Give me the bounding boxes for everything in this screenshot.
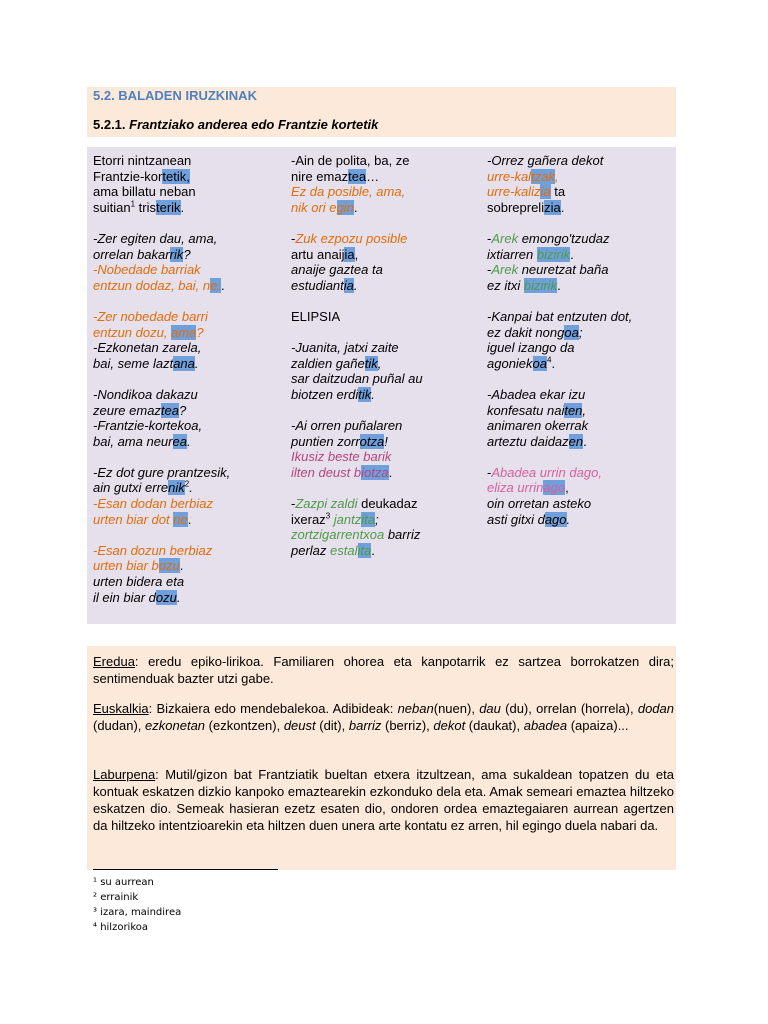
verse-text: nire emaz <box>291 168 349 184</box>
subsection-number: 5.2.1. <box>93 117 130 132</box>
poem-column-1 <box>93 153 230 605</box>
verse-text: , <box>582 402 587 418</box>
highlighted-rhyme: tetik, <box>162 168 190 184</box>
verse-line <box>93 356 230 372</box>
poem-column-3 <box>487 153 632 527</box>
verse-line <box>93 309 230 325</box>
verse-text: Ikusiz beste barik <box>291 449 392 465</box>
verse-text: . <box>551 355 556 371</box>
verse-text: (dit), <box>315 718 349 733</box>
verse-text: sobrepreli <box>487 199 545 215</box>
verse-text: Zuk ezpozu posible <box>295 230 408 246</box>
verse-line <box>487 231 632 247</box>
verse-text: estal <box>330 542 358 558</box>
verse-text: -Zer nobedade barri <box>93 308 208 324</box>
stanza-gap <box>487 449 632 465</box>
verse-line <box>291 527 423 543</box>
verse-text: . <box>353 199 358 215</box>
verse-line <box>487 169 632 185</box>
subsection-name: Frantziako anderea edo Frantzie kortetik <box>129 117 379 132</box>
footnote-marker: 4 <box>547 355 552 365</box>
verse-text: dau <box>479 701 501 716</box>
footnote-1: ¹ su aurrean <box>93 877 154 888</box>
verse-line <box>487 434 632 450</box>
verse-text: -Ez dot gure prantzesik, <box>93 464 231 480</box>
verse-text: dodan <box>637 701 674 716</box>
verse-line <box>93 231 230 247</box>
verse-text: . <box>557 277 561 293</box>
verse-line <box>291 434 423 450</box>
verse-line <box>93 153 230 169</box>
verse-text: arteztu daidaz <box>487 433 569 449</box>
highlighted-rhyme: ita <box>361 511 375 527</box>
stanza-gap <box>93 215 230 231</box>
verse-text: . <box>194 355 199 371</box>
highlighted-rhyme: gin <box>336 199 354 215</box>
highlighted-rhyme: rik <box>169 246 184 262</box>
verse-text: -Zer egiten dau, ama, <box>93 230 218 246</box>
verse-text: ! <box>384 433 388 449</box>
verse-text: ; <box>374 511 379 527</box>
verse-text: abadea <box>523 718 568 733</box>
verse-text: - <box>487 262 492 278</box>
verse-line <box>487 262 632 278</box>
verse-text: animaren okerrak <box>487 418 589 434</box>
verse-line <box>487 512 632 528</box>
verse-text: sar daitzudan puñal au <box>291 371 423 387</box>
verse-text: -Nondikoa dakazu <box>93 386 198 402</box>
laburpena-text: : Mutil/gizon bat Frantziatik bueltan etxera itzultzean, ama sukaldean topatzen du eta kontuak eskatzen dizkio kanpoko emaztearekin ezkonduko dela eta. Amak semeari emaztea hiltzeko eskatzen dio. Semeak hasieran ezetz esaten dio, ondoren ordea emaztegaiaren aurrean agertzen da hiltzeko intentzioarekin eta hiltzen duen unera arte kontatu ez arren, hil egingo duela nabari da. <box>93 767 674 833</box>
verse-text: -Juanita, jatxi zaite <box>291 340 399 356</box>
stanza-gap <box>291 293 423 309</box>
highlighted-rhyme: tik <box>358 386 372 402</box>
verse-text: - <box>487 464 492 480</box>
stanza-gap <box>93 371 230 387</box>
highlighted-rhyme: ama <box>171 324 197 340</box>
verse-line <box>487 325 632 341</box>
highlighted-rhyme: ozu <box>155 589 177 605</box>
verse-text: (dudan), <box>93 718 146 733</box>
verse-text: barriz <box>348 718 382 733</box>
highlighted-rhyme: tik <box>364 355 378 371</box>
verse-text: tris <box>135 199 156 215</box>
verse-line <box>291 449 423 465</box>
verse-text: - <box>487 230 492 246</box>
verse-line <box>487 465 632 481</box>
verse-line <box>291 418 423 434</box>
euskalkia-paragraph <box>93 700 674 734</box>
verse-text: estudiant <box>291 277 344 293</box>
stanza-gap <box>291 325 423 341</box>
verse-text: ilten deust b <box>291 464 362 480</box>
verse-text: urten bidera eta <box>93 574 185 590</box>
footnote-marker: 1 <box>130 199 136 209</box>
verse-text: Etorri nintzanean <box>93 153 192 168</box>
verse-text: neuretzat baña <box>518 262 609 278</box>
stanza-gap <box>487 293 632 309</box>
verse-line <box>487 340 632 356</box>
verse-text: - <box>291 496 296 512</box>
verse-text: urten biar dot <box>93 511 174 527</box>
verse-line <box>93 512 230 528</box>
verse-line <box>291 356 423 372</box>
highlighted-rhyme: tea <box>348 168 367 184</box>
verse-text: , <box>565 480 569 496</box>
verse-line <box>93 558 230 574</box>
verse-line <box>93 465 230 481</box>
verse-line <box>93 403 230 419</box>
highlighted-rhyme: en <box>568 433 584 449</box>
highlighted-rhyme: ia <box>344 246 355 262</box>
highlighted-rhyme: ago <box>544 511 567 527</box>
stanza-gap <box>487 215 632 231</box>
verse-text: iguel izango da <box>487 340 575 356</box>
verse-text: (daukat), <box>465 718 524 733</box>
verse-text: urten biar b <box>93 558 159 574</box>
highlighted-rhyme: oa <box>532 355 548 371</box>
eredua-text: : eredu epiko-lirikoa. Familiaren ohorea eta kanpotarrik ez sartzea borrokatzen dira; sentimenduak bazter utzi gabe. <box>93 654 674 686</box>
footnote-2: ² errainik <box>93 892 139 903</box>
verse-line <box>291 309 423 325</box>
verse-text: -Nobedade barriak <box>93 262 201 278</box>
verse-text: neban <box>397 701 434 716</box>
verse-text: . <box>176 589 181 605</box>
verse-line <box>93 247 230 263</box>
verse-text: . <box>583 433 587 449</box>
stanza-gap <box>291 403 423 419</box>
eredua-label: Eredua <box>93 654 135 669</box>
verse-text: ? <box>179 402 187 418</box>
verse-line <box>291 387 423 403</box>
highlighted-rhyme: ne <box>173 511 188 527</box>
verse-text: urre-kaliz <box>487 184 541 200</box>
verse-text: biotzen erdi <box>291 386 359 402</box>
verse-line <box>93 278 230 294</box>
verse-text: - <box>291 230 296 246</box>
verse-line <box>487 278 632 294</box>
verse-text: -Ain de polita, ba, ze <box>291 153 410 168</box>
verse-text: . <box>566 511 571 527</box>
section-title: 5.2. BALADEN IRUZKINAK <box>93 88 257 103</box>
highlighted-rhyme: terik <box>155 199 181 215</box>
footnote-separator <box>93 869 278 870</box>
highlighted-rhyme: ten <box>564 402 583 418</box>
verse-text: ; <box>578 324 583 340</box>
verse-line <box>291 371 423 387</box>
highlighted-rhyme: ago <box>543 480 566 496</box>
verse-text: zaldien gañe <box>291 355 365 371</box>
verse-text: eliza urrin <box>487 480 544 496</box>
verse-text: puntien zorr <box>291 433 360 449</box>
verse-text: . <box>186 433 191 449</box>
verse-text: (nuen), <box>433 701 480 716</box>
verse-text: -Esan dodan berbiaz <box>93 496 213 512</box>
verse-text: , <box>354 246 359 262</box>
stanza-gap <box>291 480 423 496</box>
verse-line <box>487 153 632 169</box>
verse-text: ? <box>196 324 204 340</box>
footnote-4: ⁴ hilzorikoa <box>93 922 149 933</box>
verse-line <box>487 403 632 419</box>
verse-line <box>487 496 632 512</box>
verse-text: zeure emaz <box>93 402 161 418</box>
stanza-gap <box>93 449 230 465</box>
highlighted-rhyme: ia <box>540 184 551 200</box>
verse-text: (du), orrelan (horrela), <box>500 701 638 716</box>
verse-text: perlaz <box>291 542 331 558</box>
verse-line <box>93 169 230 185</box>
verse-line <box>93 325 230 341</box>
highlighted-rhyme: nik <box>168 480 185 496</box>
highlighted-rhyme: e. <box>210 277 221 293</box>
verse-text: il ein biar d <box>93 589 156 605</box>
verse-line <box>93 590 230 606</box>
verse-text: … <box>366 168 380 184</box>
verse-line <box>291 496 423 512</box>
verse-line <box>291 543 423 559</box>
verse-text: deust <box>283 718 316 733</box>
verse-text: Frantzie-kor <box>93 168 163 184</box>
verse-line <box>93 543 230 559</box>
verse-line <box>93 574 230 590</box>
verse-text: Abadea urrin dago, <box>491 464 602 480</box>
highlighted-rhyme: ana <box>173 355 195 371</box>
verse-text: jantz <box>330 511 362 527</box>
verse-line <box>291 262 423 278</box>
verse-text: urre-kal <box>487 168 532 184</box>
verse-text: artu anaij <box>291 246 345 262</box>
verse-line <box>487 480 632 496</box>
verse-text: asti gitxi d <box>487 511 545 527</box>
verse-line <box>487 184 632 200</box>
verse-text: . <box>187 511 192 527</box>
verse-text: zortzigarrentxoa <box>291 527 385 543</box>
verse-line <box>487 387 632 403</box>
verse-line <box>93 387 230 403</box>
verse-text: -Orrez gañera dekot <box>487 153 604 168</box>
verse-line <box>93 496 230 512</box>
verse-line <box>291 184 423 200</box>
verse-text: agoniek <box>487 355 533 371</box>
footnote-marker: 3 <box>325 511 331 521</box>
highlighted-rhyme: otza <box>359 433 385 449</box>
verse-line <box>487 418 632 434</box>
verse-line <box>291 169 423 185</box>
verse-line <box>487 356 632 372</box>
verse-text: anaije gaztea ta <box>291 262 383 278</box>
verse-text: dekot <box>433 718 466 733</box>
verse-text: orrelan bakar <box>93 246 170 262</box>
stanza-gap <box>291 215 423 231</box>
verse-text: bai, ama neur <box>93 433 173 449</box>
highlighted-rhyme: ita <box>357 542 372 558</box>
verse-text: , <box>377 355 382 371</box>
verse-text: ta <box>550 184 566 200</box>
laburpena-label: Laburpena <box>93 767 156 782</box>
highlighted-rhyme: zia <box>544 199 561 215</box>
verse-text: . <box>189 480 193 496</box>
verse-text: ez itxi <box>487 277 524 293</box>
verse-line <box>93 418 230 434</box>
subsection-title <box>93 117 378 132</box>
stanza-gap <box>93 293 230 309</box>
verse-line <box>93 200 230 216</box>
stanza-gap <box>487 371 632 387</box>
verse-text: barriz <box>384 527 421 543</box>
verse-text: ez dakit nong <box>487 324 565 340</box>
verse-text: . <box>179 558 184 574</box>
verse-text: , <box>554 168 559 184</box>
verse-line <box>93 480 230 496</box>
verse-line <box>291 340 423 356</box>
verse-line <box>291 512 423 528</box>
highlighted-rhyme: ea <box>172 433 187 449</box>
verse-text: entzun dodaz, bai, n <box>93 277 211 293</box>
verse-line <box>93 340 230 356</box>
verse-text: ELIPSIA <box>291 308 341 324</box>
verse-text: emongo'tzudaz <box>518 230 610 246</box>
verse-text: -Ezkonetan zarela, <box>93 340 202 356</box>
verse-line <box>291 247 423 263</box>
stanza-gap <box>93 527 230 543</box>
poem-column-2 <box>291 153 423 558</box>
verse-text: . <box>180 199 185 215</box>
verse-text: ama billatu neban <box>93 184 196 200</box>
verse-text: -Frantzie-kortekoa, <box>93 418 203 434</box>
verse-line <box>93 184 230 200</box>
verse-text: ixtiarren <box>487 246 537 262</box>
verse-text: Arek <box>491 262 519 278</box>
verse-line <box>291 465 423 481</box>
highlighted-rhyme: bizirik <box>536 246 571 262</box>
verse-text: Zazpi zaldi <box>295 496 358 512</box>
verse-text: : Bizkaiera edo mendebalekoa. Adibideak: <box>148 701 398 716</box>
verse-text: ixeraz <box>291 511 326 527</box>
verse-line <box>93 262 230 278</box>
verse-text: deukadaz <box>357 496 418 512</box>
verse-line <box>291 153 423 169</box>
highlighted-rhyme: iotza <box>361 464 389 480</box>
euskalkia-label: Euskalkia <box>93 701 149 716</box>
verse-line <box>487 247 632 263</box>
verse-text: (apaiza)... <box>567 718 629 733</box>
verse-text: oin orretan asteko <box>487 496 592 512</box>
verse-text: . <box>560 199 565 215</box>
verse-text: . <box>570 246 574 262</box>
footnote-marker: 2 <box>184 480 190 490</box>
verse-text: entzun dozu, <box>93 324 172 340</box>
highlighted-rhyme: ia <box>343 277 354 293</box>
verse-line <box>291 278 423 294</box>
highlighted-rhyme: oa <box>564 324 579 340</box>
verse-text: suitian <box>93 199 131 215</box>
verse-text: . <box>220 277 225 293</box>
eredua-paragraph <box>93 653 674 687</box>
highlighted-rhyme: ozu <box>158 558 180 574</box>
verse-text: . <box>353 277 358 293</box>
footnote-3: ³ izara, maindirea <box>93 907 182 918</box>
verse-text: ezkonetan <box>145 718 206 733</box>
verse-text: ? <box>183 246 191 262</box>
verse-text: (ezkontzen), <box>205 718 284 733</box>
verse-text: bai, seme lazt <box>93 355 174 371</box>
highlighted-rhyme: tzak <box>531 168 555 184</box>
highlighted-rhyme: tea <box>160 402 179 418</box>
verse-text: . <box>371 542 375 558</box>
verse-line <box>487 200 632 216</box>
verse-line <box>487 309 632 325</box>
verse-text: Ez da posible, ama, <box>291 184 406 200</box>
highlighted-rhyme: bizirik <box>523 277 558 293</box>
verse-text: . <box>388 464 393 480</box>
verse-text: -Esan dozun berbiaz <box>93 542 213 558</box>
verse-text: (berriz), <box>381 718 434 733</box>
verse-text: nik ori e <box>291 199 337 215</box>
laburpena-paragraph <box>93 766 674 834</box>
verse-text: ain gutxi erre <box>93 480 169 496</box>
verse-text: -Abadea ekar izu <box>487 386 586 402</box>
verse-text: Arek <box>491 230 519 246</box>
verse-line <box>291 231 423 247</box>
verse-text: -Ai orren puñalaren <box>291 418 403 434</box>
verse-text: . <box>371 386 375 402</box>
verse-line <box>93 434 230 450</box>
verse-text: -Kanpai bat entzuten dot, <box>487 308 633 324</box>
verse-text: konfesatu nai <box>487 402 565 418</box>
verse-line <box>291 200 423 216</box>
